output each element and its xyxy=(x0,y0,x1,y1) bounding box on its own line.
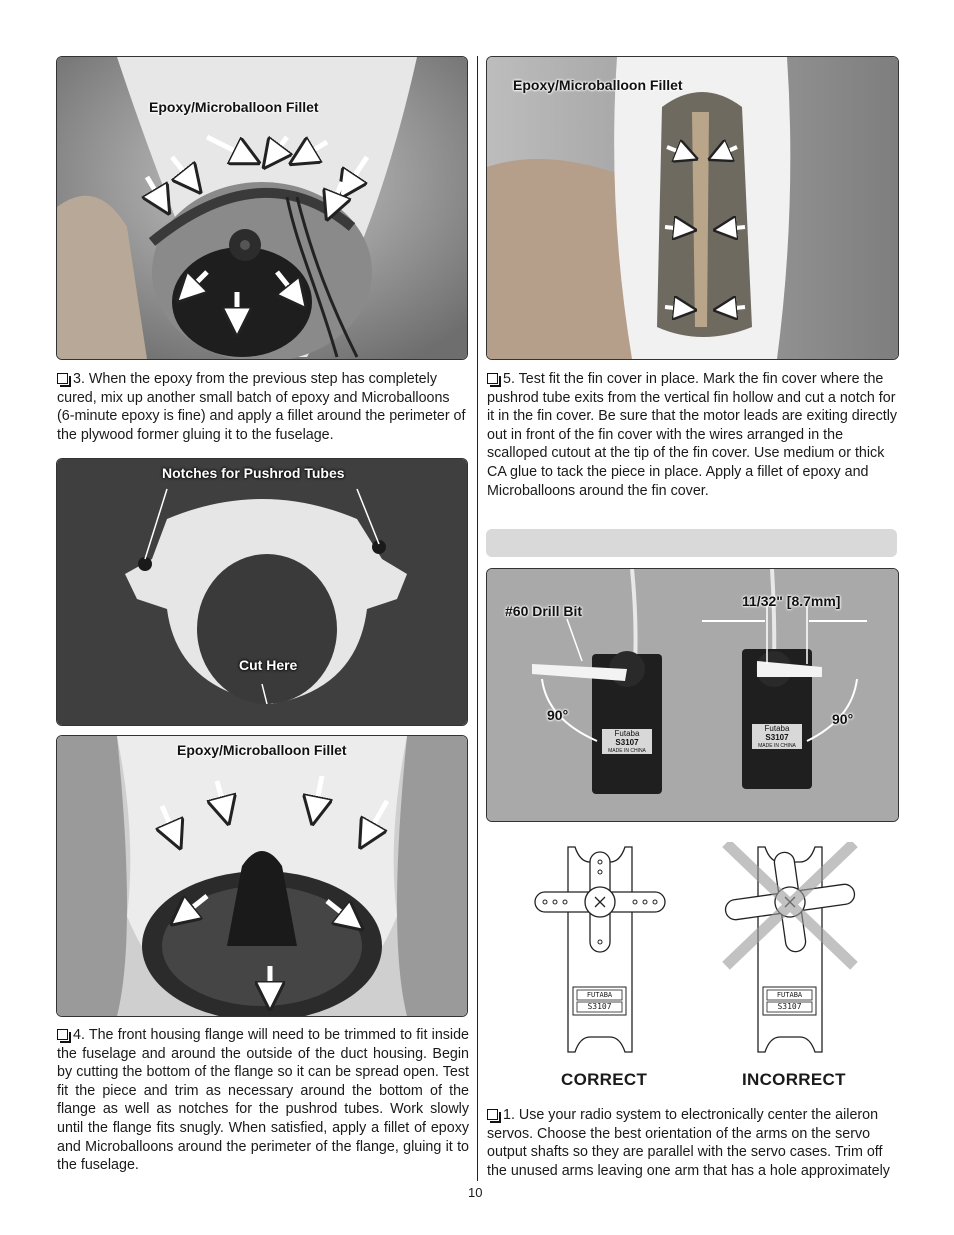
step-3-text: 3. When the epoxy from the previous step has completely cured, mix up another small batch of epoxy and Microballoons (6-minute epoxy is fine) and apply a fillet around the perimeter of the plywood former gluing it to the fuselage. xyxy=(57,371,466,443)
checkbox-icon[interactable] xyxy=(57,1029,68,1040)
checkbox-icon[interactable] xyxy=(487,1109,498,1120)
column-divider xyxy=(477,56,478,1181)
servo-origin: MADE IN CHINA xyxy=(608,748,646,754)
servo-label-right xyxy=(752,724,802,751)
photo-housing-flange xyxy=(56,458,468,726)
diagram-brand: FUTABA xyxy=(586,991,613,999)
section-header-bar xyxy=(486,529,897,557)
angle-label-left: 90° xyxy=(547,707,569,723)
notches-label: Notches for Pushrod Tubes xyxy=(162,465,345,481)
checkbox-icon[interactable] xyxy=(57,373,68,384)
step-4-text: 4. The front housing flange will need to be trimmed to fit inside the fuselage and around the outside of the duct housing. Begin by cutting the bottom of the flange so it can be spread open. Test fit the piece and trim as necessary around the bottom of the flange as well as notches for the pushrod tubes. Work slowly until the flange fits snugly. When satisfied, apply a fillet of epoxy and Microballoons around the perimeter of the flange, gluing it to the fuselage. xyxy=(57,1027,469,1174)
servo-diagram-correct xyxy=(525,842,675,1057)
servo-brand: Futaba xyxy=(764,724,790,733)
dimension-label: 11/32" [8.7mm] xyxy=(742,593,841,609)
servo-brand: Futaba xyxy=(614,729,640,738)
drill-bit-label: #60 Drill Bit xyxy=(505,603,583,619)
servo-model: S3107 xyxy=(765,733,789,742)
photo-duct-fillet xyxy=(56,56,468,360)
correct-label: CORRECT xyxy=(561,1070,648,1089)
fillet-label: Epoxy/Microballoon Fillet xyxy=(513,77,683,93)
servo-model: S3107 xyxy=(615,738,639,747)
diagram-model: S3107 xyxy=(587,1002,612,1011)
checkbox-icon[interactable] xyxy=(487,373,498,384)
step-5-text: 5. Test fit the fin cover in place. Mark the fin cover where the pushrod tube exits from the vertical fin hollow and cut a notch for it in the fin cover. Be sure that the motor leads are exiting directly out in front of the fin cover with the wires arranged in the scalloped cutout at the tip of the fin cover. Use medium or thick CA glue to tack the piece in place. Apply a fillet of epoxy and Microballoons around the fin cover. xyxy=(487,371,898,499)
page-number: 10 xyxy=(468,1185,483,1200)
fillet-label: Epoxy/Microballoon Fillet xyxy=(149,99,319,115)
step-1-text: 1. Use your radio system to electronically center the aileron servos. Choose the best orientation of the arms on the servo output shafts so they are parallel with the servo cases. Trim off the unused arms leaving one arm that has a hole approximately xyxy=(487,1107,890,1179)
incorrect-label: INCORRECT xyxy=(742,1070,846,1089)
servo-origin: MADE IN CHINA xyxy=(758,743,796,749)
servo-label-left xyxy=(602,729,652,756)
photo-fin-hollow xyxy=(486,56,899,360)
photo-servos xyxy=(486,568,899,822)
angle-label-right: 90° xyxy=(832,711,854,727)
diagram-model: S3107 xyxy=(777,1002,802,1011)
photo-fuselage-fan xyxy=(56,735,468,1017)
fillet-label: Epoxy/Microballoon Fillet xyxy=(177,742,347,758)
cut-here-label: Cut Here xyxy=(239,657,298,673)
servo-diagram-incorrect xyxy=(715,842,865,1057)
diagram-brand: FUTABA xyxy=(776,991,803,999)
